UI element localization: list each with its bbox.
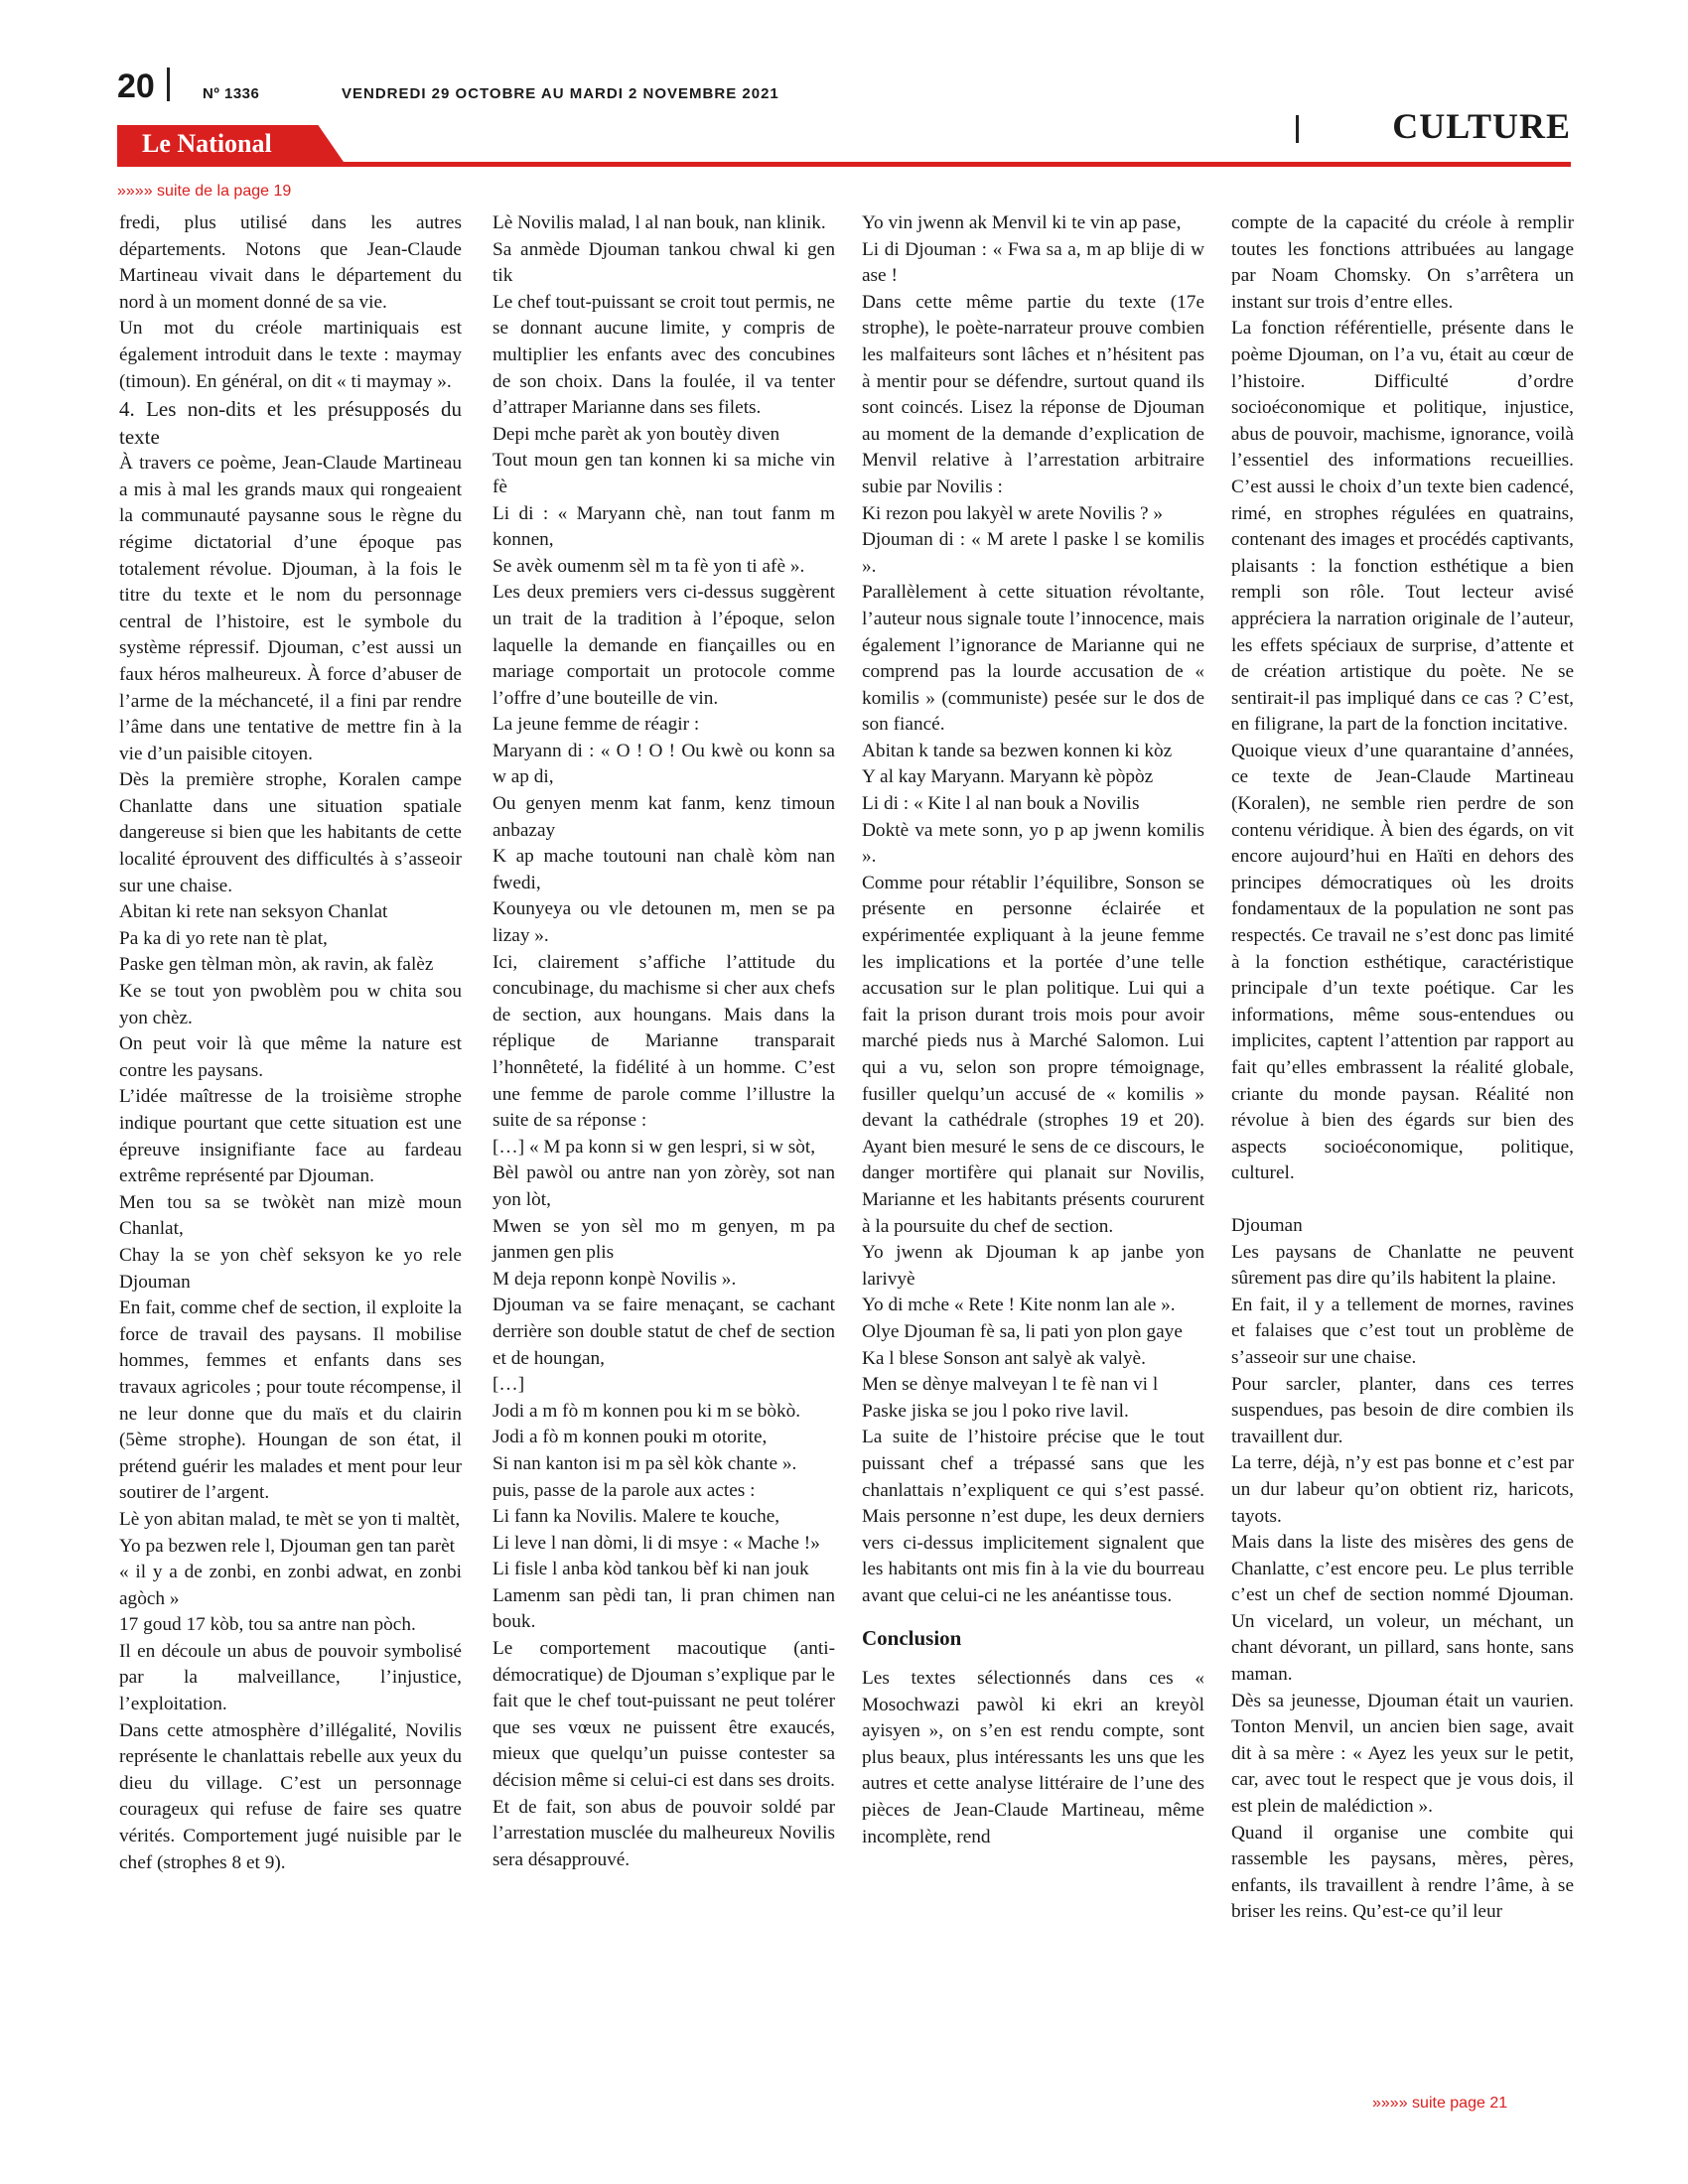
paragraph: La terre, déjà, n’y est pas bonne et c’est par un dur labeur qu’on obtient riz, haricots, tayots. <box>1231 1452 1574 1527</box>
brand-logo: Le National <box>142 129 272 158</box>
paragraph: Comme pour rétablir l’équilibre, Sonson se présente en personne éclairée et expérimentée expliquant à la jeune femme les implications et la portée d’une telle accusation sur le plan politique. Lui qui a fait la prison durant trois mois pour avoir marché pieds nus à Marché Salomon. Lui qui a vu, selon son propre témoignage, fusiller quelqu’un accusé de « komilis » devant la cathédrale (strophes 19 et 20). Ayant bien mesuré le sens de ce discours, le danger mortifère qui planait sur Novilis, Marianne et les habitants présents coururent à la poursuite du chef de section. <box>862 872 1204 1237</box>
paragraph: […] <box>492 1374 525 1396</box>
paragraph: Abitan k tande sa bezwen konnen ki kòz <box>862 740 1173 761</box>
paragraph: Pour sarcler, planter, dans ces terres suspendues, pas besoin de dire combien ils travaillent dur. <box>1231 1373 1574 1447</box>
paragraph: Y al kay Maryann. Maryann kè pòpòz <box>862 766 1154 788</box>
paragraph: Lamenm san pèdi tan, li pran chimen nan bouk. <box>492 1584 835 1633</box>
section-divider <box>1296 115 1299 143</box>
paragraph: 17 goud 17 kòb, tou sa antre nan pòch. <box>119 1614 416 1636</box>
paragraph: Li di : « Kite l al nan bouk a Novilis <box>862 793 1140 815</box>
paragraph: Abitan ki rete nan seksyon Chanlat <box>119 901 388 923</box>
header-rule <box>117 162 1571 167</box>
paragraph: Yo jwenn ak Djouman k ap janbe yon larivyè <box>862 1242 1204 1290</box>
paragraph: Ki rezon pou lakyèl w arete Novilis ? » <box>862 502 1164 524</box>
paragraph: Si nan kanton isi m pa sèl kòk chante ». <box>492 1452 797 1474</box>
paragraph: Paske gen tèlman mòn, ak ravin, ak falèz <box>119 954 434 976</box>
paragraph: « il y a de zonbi, en zonbi adwat, en zonbi agòch » <box>119 1562 462 1609</box>
paragraph: Dans cette même partie du texte (17e strophe), le poète-narrateur prouve combien les malfaiteurs sont lâches et n’hésitent pas à mentir pour se défendre, surtout quand ils sont coincés. Lisez la réponse de Djouman au moment de la demande d’explication de Menvil relative à l’arrestation arbitraire subie par Novilis : <box>862 291 1204 497</box>
paragraph: On peut voir là que même la nature est contre les paysans. <box>119 1033 462 1081</box>
paragraph: compte de la capacité du créole à remplir toutes les fonctions attribuées au langage par Noam Chomsky. On s’arrêtera un instant sur trois d’entre elles. <box>1231 212 1574 313</box>
paragraph: Li di : « Maryann chè, nan tout fanm m konnen, <box>492 502 835 551</box>
paragraph: Yo di mche « Rete ! Kite nonm lan ale ». <box>862 1295 1176 1316</box>
issue-date: VENDREDI 29 OCTOBRE AU MARDI 2 NOVEMBRE 2021 <box>342 85 779 102</box>
paragraph: En fait, comme chef de section, il exploite la force de travail des paysans. Il mobilise hommes, femmes et enfants dans ses travaux agricoles ; pour toute récompense, il ne leur donne que du maïs et du clairin (5ème strophe). Houngan de son état, il prétend guérir les malades et ment pour leur soutirer de l’argent. <box>119 1297 462 1504</box>
article-column-3 <box>862 210 1204 1850</box>
paragraph: Li fisle l anba kòd tankou bèf ki nan jouk <box>492 1559 809 1580</box>
paragraph: Jodi a m fò m konnen pou ki m se bòkò. <box>492 1400 801 1422</box>
paragraph: Olye Djouman fè sa, li pati yon plon gaye <box>862 1320 1183 1342</box>
paragraph: K ap mache toutouni nan chalè kòm nan fwedi, <box>492 846 835 893</box>
paragraph: À travers ce poème, Jean-Claude Martineau a mis à mal les grands maux qui rongeaient la communauté paysanne sous le règne du régime dictatorial d’une époque pas totalement révolue. Djouman, à la fois le titre du texte et le nom du personnage central de l’histoire, est le symbole du système répressif. Djouman, c’est aussi un faux héros malheureux. À force d’abuser de l’arme de la méchanceté, il a fini par rendre l’âme dans une tentative de mettre fin à la vie d’un paisible citoyen. <box>119 453 462 764</box>
paragraph: Les paysans de Chanlatte ne peuvent sûrement pas dire qu’ils habitent la plaine. <box>1231 1241 1574 1290</box>
paragraph: Ka l blese Sonson ant salyè ak valyè. <box>862 1347 1146 1369</box>
paragraph: Le comportement macoutique (anti-démocratique) de Djouman s’explique par le fait que le chef tout-puissant ne peut tolérer que ses vœux ne puissent être exaucés, mieux que quelqu’un puisse contester sa décision même si celui-ci est dans ses droits. Et de fait, son abus de pouvoir soldé par l’arrestation musclée du malheureux Novilis sera désapprouvé. <box>492 1638 835 1870</box>
paragraph: Quand il organise une combite qui rassemble les paysans, mères, pères, enfants, ils travaillent à rendre l’âme, à se briser les reins. Qu’est-ce qu’il leur <box>1231 1822 1574 1923</box>
paragraph: Lè yon abitan malad, te mèt se yon ti maltèt, <box>119 1508 461 1530</box>
paragraph: La fonction référentielle, présente dans le poème Djouman, on l’a vu, était au cœur de l’histoire. Difficulté d’ordre socioéconomique et politique, injustice, abus de pouvoir, machisme, ignorance, voilà l’essentiel des informations recueillies. C’est aussi le choix d’un texte bien cadencé, rimé, en strophes régulées en quatrains, contenant des images et procédés captivants, plaisants : la fonction esthétique a bien rempli son rôle. Tout lecteur avisé appréciera la narration originale de l’auteur, les effets spéciaux de surprise, d’attente et de création artistique du poète. Ne se sentirait-il pas impliqué dans ce cas ? C’est, en filigrane, la part de la fonction incitative. <box>1231 318 1574 736</box>
issue-number: Nº 1336 <box>203 85 260 102</box>
paragraph: Se avèk oumenm sèl m ta fè yon ti afè ». <box>492 555 805 577</box>
paragraph: Lè Novilis malad, l al nan bouk, nan klinik. <box>492 212 826 233</box>
paragraph: Quoique vieux d’une quarantaine d’années, ce texte de Jean-Claude Martineau (Koralen), ne semble rien perdre de son contenu véridique. À bien des égards, on vit encore aujourd’hui en Haïti en dehors des principes démocratiques où les droits fondamentaux de la population ne sont pas respectés. Ce travail ne s’est donc pas limité à la fonction esthétique, caractéristique principale d’un texte poétique. Car les informations, même sous-entendues ou implicites, captent l’attention par rapport au fait qu’elles embrassent la réalité globale, criante du monde paysan. Réalité non révolue à bien des égards sur bien des aspects socioéconomique, politique, culturel. <box>1231 740 1574 1184</box>
paragraph: Djouman va se faire menaçant, se cachant derrière son double statut de chef de section et de houngan, <box>492 1295 835 1369</box>
paragraph: Djouman <box>1231 1214 1303 1236</box>
paragraph: […] « M pa konn si w gen lespri, si w sòt, <box>492 1136 816 1158</box>
paragraph: Yo vin jwenn ak Menvil ki te vin ap pase, <box>862 212 1182 233</box>
paragraph: Mwen se yon sèl mo m genyen, m pa janmen gen plis <box>492 1215 835 1264</box>
paragraph: Tout moun gen tan konnen ki sa miche vin fè <box>492 450 835 497</box>
section-heading: Conclusion <box>862 1626 962 1651</box>
subheading: 4. Les non-dits et les présupposés du texte <box>119 397 462 450</box>
paragraph: Bèl pawòl ou antre nan yon zòrèy, sot nan yon lòt, <box>492 1162 835 1210</box>
paragraph: Maryann di : « O ! O ! Ou kwè ou konn sa w ap di, <box>492 740 835 788</box>
paragraph: Chay la se yon chèf seksyon ke yo rele Djouman <box>119 1244 462 1293</box>
paragraph: L’idée maîtresse de la troisième strophe indique pourtant que cette situation est une épreuve insignifiante face au fardeau extrême représenté par Djouman. <box>119 1086 462 1187</box>
paragraph: Ici, clairement s’affiche l’attitude du concubinage, du machisme si cher aux chefs de section, aux houngans. Mais dans la réplique de Marianne transparait l’honnêteté, la fidélité à un homme. C’est une femme de parole comme l’illustre la suite de sa réponse : <box>492 951 835 1132</box>
paragraph: Depi mche parèt ak yon boutèy diven <box>492 423 780 445</box>
paragraph: Dès la première strophe, Koralen campe Chanlatte dans une situation spatiale dangereuse si bien que les habitants de cette localité éprouvent des difficultés à s’asseoir sur une chaise. <box>119 769 462 896</box>
paragraph: Dès sa jeunesse, Djouman était un vaurien. Tonton Menvil, un ancien bien sage, avait dit à sa mère : « Ayez les yeux sur le petit, car, avec tout le respect que je vous dois, il est plein de malédiction ». <box>1231 1690 1574 1818</box>
article-column-2 <box>492 210 835 1873</box>
paragraph: Sa anmède Djouman tankou chwal ki gen tik <box>492 238 835 287</box>
paragraph: fredi, plus utilisé dans les autres départements. Notons que Jean-Claude Martineau vivait dans le département du nord à un moment donné de sa vie. <box>119 212 462 313</box>
paragraph: puis, passe de la parole aux actes : <box>492 1479 756 1501</box>
continued-from-link[interactable]: »»»» suite de la page 19 <box>117 183 292 200</box>
paragraph: Men tou sa se twòkèt nan mizè moun Chanlat, <box>119 1191 462 1240</box>
paragraph: M deja reponn konpè Novilis ». <box>492 1268 737 1290</box>
paragraph: Mais dans la liste des misères des gens de Chanlatte, c’est encore peu. Le plus terrible c’est un chef de section nommé Djouman. Un vicelard, un voleur, un méchant, un chant dévorant, un pillard, sans honte, sans maman. <box>1231 1532 1574 1686</box>
paragraph: Ke se tout yon pwoblèm pou w chita sou yon chèz. <box>119 981 462 1028</box>
paragraph: En fait, il y a tellement de mornes, ravines et falaises que c’est tout un problème de s’asseoir sur une chaise. <box>1231 1294 1574 1368</box>
header-divider <box>167 68 170 101</box>
article-column-4 <box>1231 210 1574 1926</box>
paragraph: Li fann ka Novilis. Malere te kouche, <box>492 1506 780 1528</box>
paragraph: Les textes sélectionnés dans ces « Mosochwazi pawòl ki ekri an kreyòl ayisyen », on s’en est rendu compte, sont plus beaux, plus intéressants les uns que les autres et cette analyse littéraire de l’une des pièces de Jean-Claude Martineau, même incomplète, rend <box>862 1668 1204 1847</box>
paragraph: Dans cette atmosphère d’illégalité, Novilis représente le chanlattais rebelle aux yeux du dieu du village. C’est un personnage courageux qui refuse de faire ses quatre vérités. Comportement jugé nuisible par le chef (strophes 8 et 9). <box>119 1719 462 1873</box>
paragraph: Li di Djouman : « Fwa sa a, m ap blije di w ase ! <box>862 238 1204 287</box>
paragraph: Parallèlement à cette situation révoltante, l’auteur nous signale toute l’innocence, mais également l’ignorance de Marianne qui ne comprend pas la lourde accusation de « komilis » (communiste) pesée sur le dos de son fiancé. <box>862 582 1204 736</box>
paragraph: Jodi a fò m konnen pouki m otorite, <box>492 1427 768 1448</box>
paragraph: Un mot du créole martiniquais est également introduit dans le texte : maymay (timoun). En général, on dit « ti maymay ». <box>119 318 462 392</box>
article-column-1 <box>119 210 462 1876</box>
paragraph: Yo pa bezwen rele l, Djouman gen tan parèt <box>119 1535 456 1557</box>
paragraph: Les deux premiers vers ci-dessus suggèrent un trait de la tradition à l’époque, selon laquelle la demande en fiançailles ou en mariage comportait un protocole comme l’offre d’une bouteille de vin. <box>492 582 835 709</box>
continued-to-link[interactable]: »»»» suite page 21 <box>1372 2095 1508 2112</box>
section-title: CULTURE <box>1392 106 1571 146</box>
paragraph: Doktè va mete sonn, yo p ap jwenn komilis ». <box>862 819 1204 868</box>
page-number: 20 <box>117 68 170 106</box>
paragraph: Li leve l nan dòmi, li di msye : « Mache !» <box>492 1532 820 1554</box>
paragraph: La suite de l’histoire précise que le tout puissant chef a trépassé sans que les chanlattais n’expliquent ce qui s’est passé. Mais personne n’est dupe, les deux derniers vers ci-dessus implicitement signalent que les habitants ont mis fin à la vie du bourreau avant que celui-ci ne les anéantisse tous. <box>862 1427 1204 1606</box>
paragraph: Men se dènye malveyan l te fè nan vi l <box>862 1374 1159 1396</box>
paragraph: La jeune femme de réagir : <box>492 714 700 736</box>
paragraph: Ou genyen menm kat fanm, kenz timoun anbazay <box>492 793 835 841</box>
paragraph: Djouman di : « M arete l paske l se komilis ». <box>862 529 1204 577</box>
paragraph: Il en découle un abus de pouvoir symbolisé par la malveillance, l’injustice, l’exploitation. <box>119 1640 462 1715</box>
paragraph: Pa ka di yo rete nan tè plat, <box>119 927 328 949</box>
paragraph: Kounyeya ou vle detounen m, men se pa lizay ». <box>492 898 835 947</box>
paragraph: Le chef tout-puissant se croit tout permis, ne se donnant aucune limite, y compris de multiplier les enfants avec des concubines de son choix. Dans la foulée, il va tenter d’attraper Marianne dans ses filets. <box>492 291 835 419</box>
paragraph: Paske jiska se jou l poko rive lavil. <box>862 1400 1129 1422</box>
